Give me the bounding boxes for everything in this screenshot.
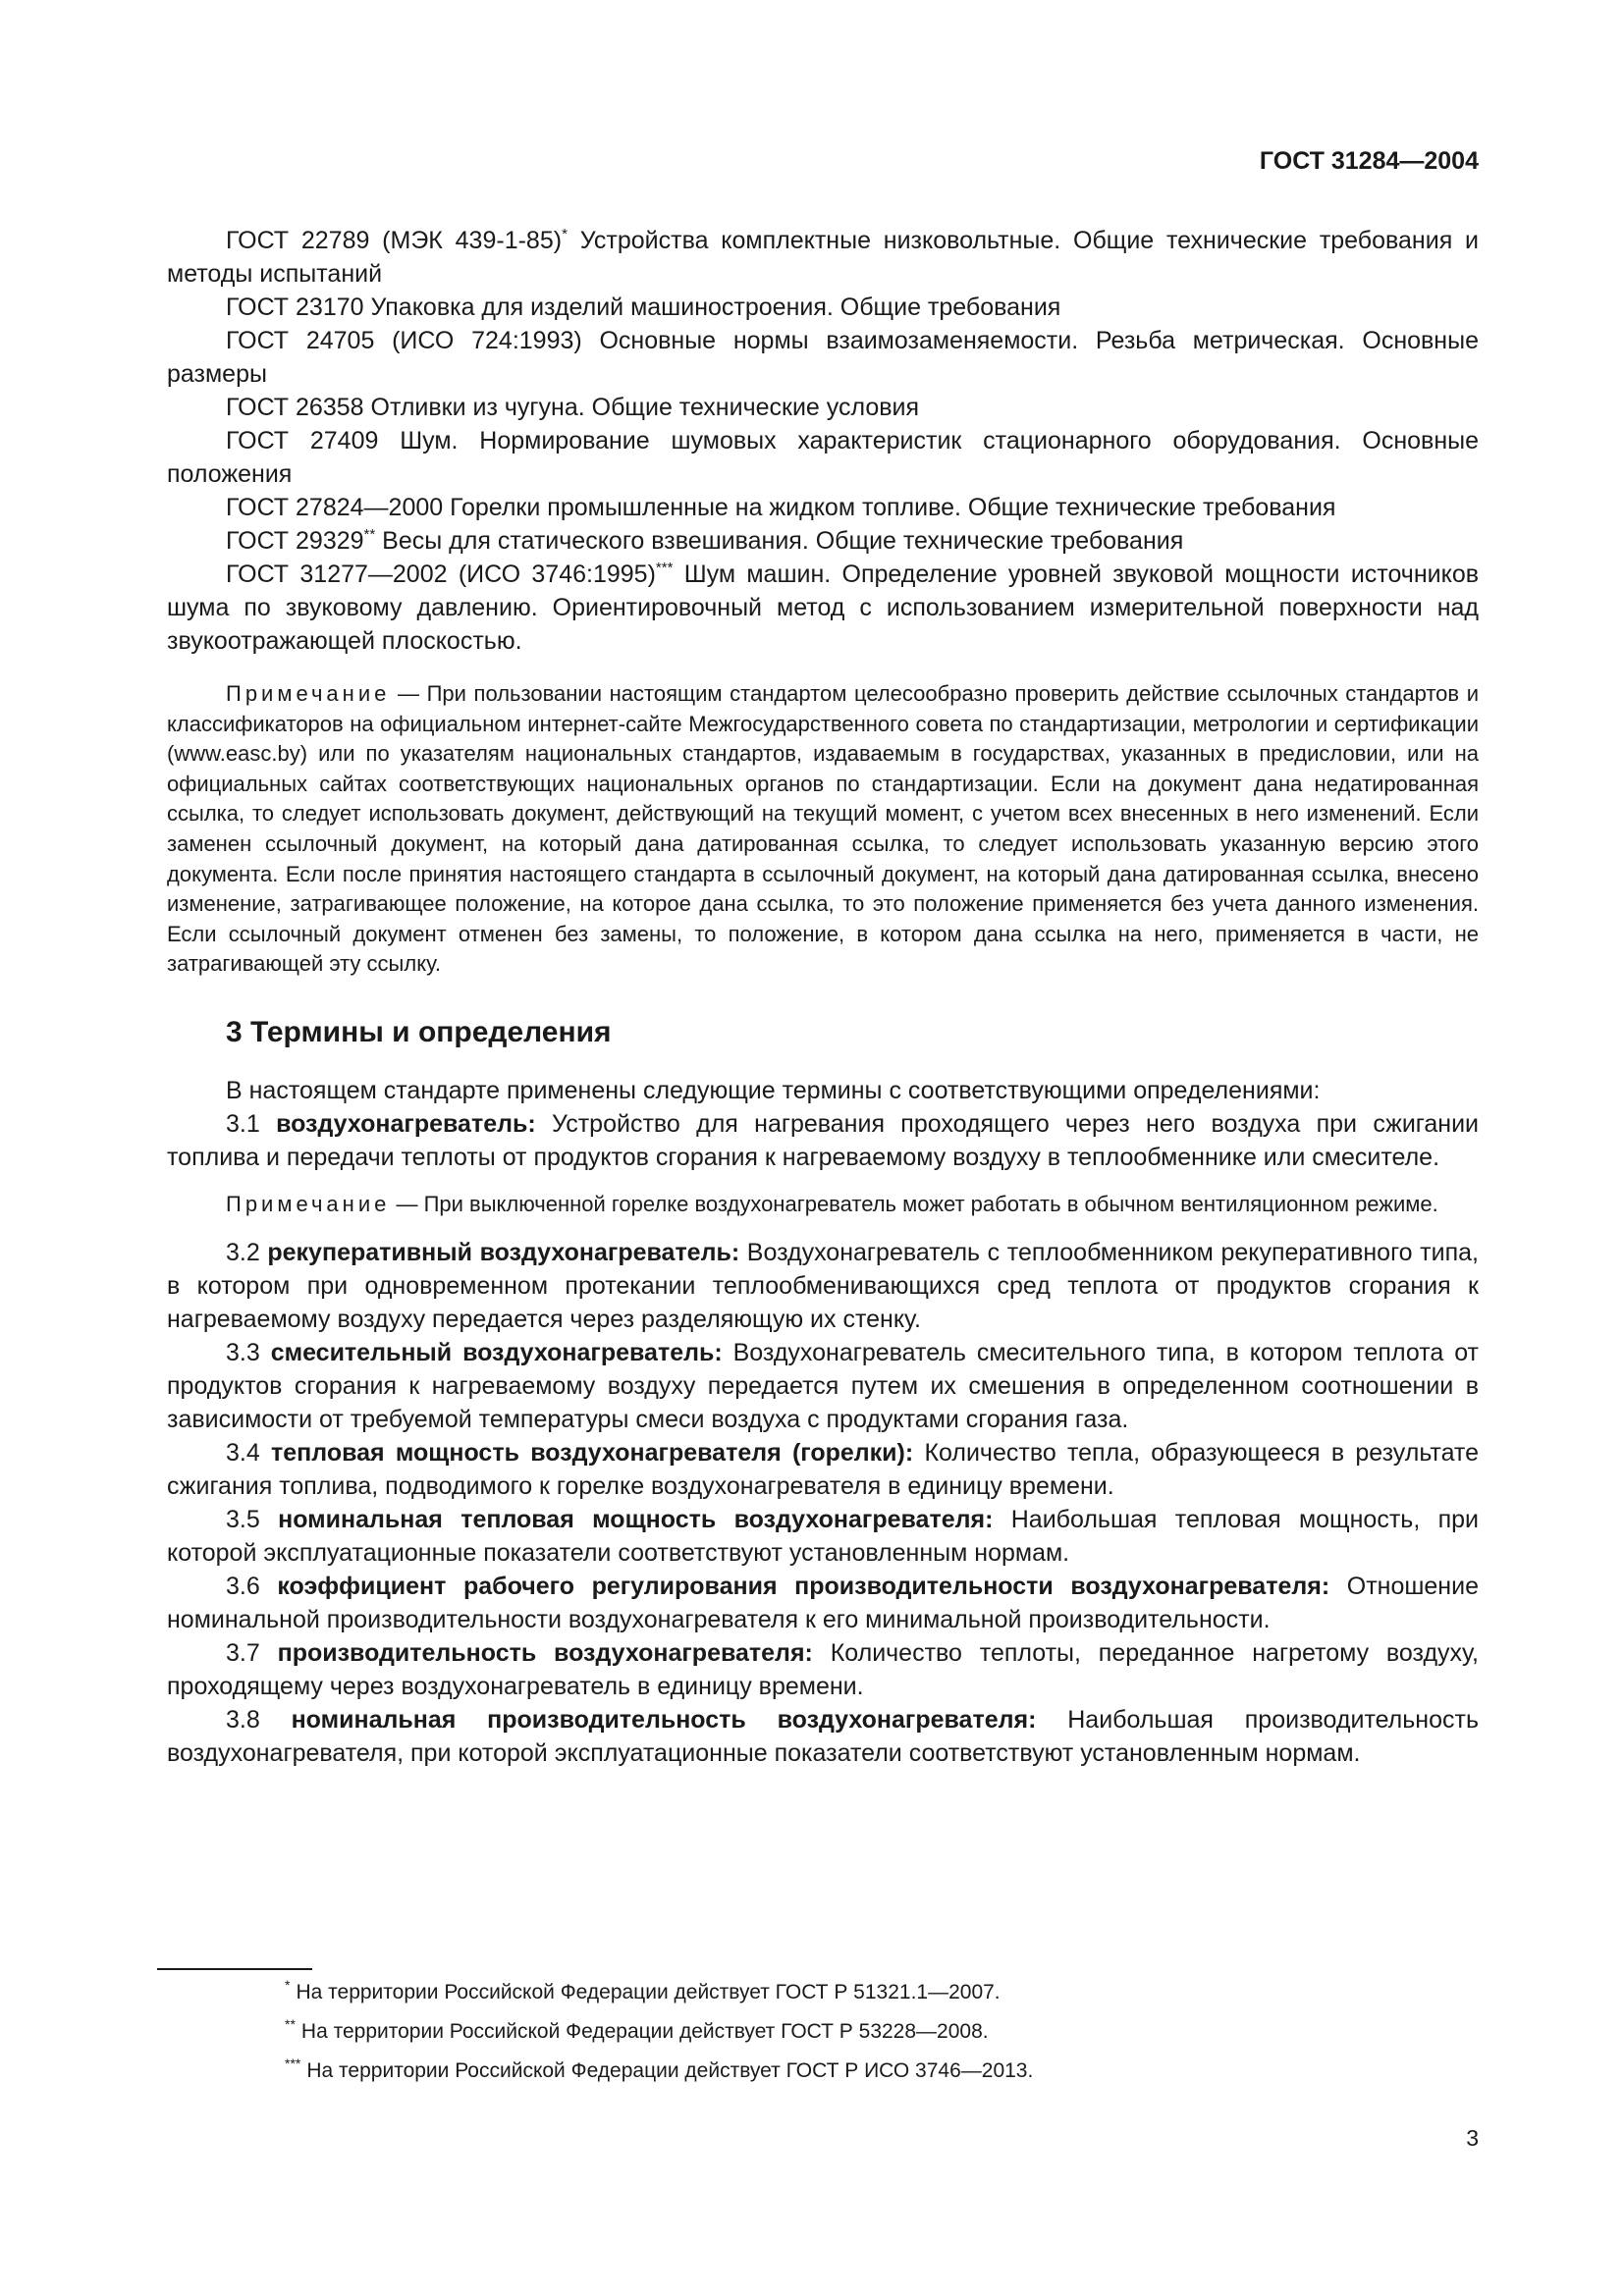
term-definition: 3.7 производительность воздухонагревателя: Количество теплоты, переданное нагретому воздуху, проходящему через воздухонагреватель в единицу времени.	[167, 1638, 1479, 1700]
note-label: Примечание	[226, 681, 391, 706]
term-definition: 3.8 номинальная производительность воздухонагревателя: Наибольшая производительность воздухонагревателя, при которой эксплуатационные показатели соответствуют установленным нормам.	[167, 1705, 1479, 1767]
term-definition: 3.5 номинальная тепловая мощность воздухонагревателя: Наибольшая тепловая мощность, при которой эксплуатационные показатели соответствуют установленным нормам.	[167, 1505, 1480, 1567]
footnote: *** На территории Российской Федерации действует ГОСТ Р ИСО 3746—2013.	[285, 2056, 1034, 2082]
term-definition: 3.6 коэффициент рабочего регулирования производительности воздухонагревателя: Отношение номинальной производительности воздухонагревателя к его минимальной производительности.	[167, 1572, 1479, 1633]
page-content	[167, 224, 1479, 1770]
reference-item: ГОСТ 31277—2002 (ИСО 3746:1995)*** Шум машин. Определение уровней звуковой мощности источников шума по звуковому давлению. Ориентировочный метод с использованием измерительной поверхности над звукоотражающей плоскостью.	[167, 560, 1480, 655]
reference-item: ГОСТ 27824—2000 Горелки промышленные на жидком топливе. Общие технические требования	[226, 494, 1336, 521]
term-note: Примечание — При выключенной горелке воздухонагреватель может работать в обычном вентиляционном режиме.	[226, 1191, 1438, 1216]
footnote-separator	[157, 1968, 312, 1970]
reference-item: ГОСТ 27409 Шум. Нормирование шумовых характеристик стационарного оборудования. Основные положения	[167, 427, 1479, 488]
reference-item: ГОСТ 29329** Весы для статического взвешивания. Общие технические требования	[226, 526, 1184, 555]
note-label: Примечание	[226, 1191, 391, 1216]
references-note: Примечание — При пользовании настоящим стандартом целесообразно проверить действие ссылочных стандартов и классификаторов на официальном интернет-сайте Межгосударственного совета по стандартизации, метрологии и сертификации (www.easc.by) или по указателям национальных стандартов, издаваемым в государствах, указанных в предисловии, или на официальных сайтах соответствующих национальных органов по стандартизации. Если на документ дана недатированная ссылка, то следует использовать документ, действующий на текущий момент, с учетом всех внесенных в него изменений. Если заменен ссылочный документ, на который дана датированная ссылка, то следует использовать указанную версию этого документа. Если после принятия настоящего стандарта в ссылочный документ, на который дана датированная ссылка, внесено изменение, затрагивающее положение, на которое дана ссылка, то это положение применяется без учета данного изменения. Если ссылочный документ отменен без замены, то положение, в котором дана ссылка на него, применяется в части, не затрагивающей эту ссылку.	[167, 681, 1479, 977]
document-header: ГОСТ 31284—2004	[1259, 147, 1479, 175]
reference-item: ГОСТ 23170 Упаковка для изделий машиностроения. Общие требования	[226, 294, 1061, 321]
footnote: * На территории Российской Федерации действует ГОСТ Р 51321.1—2007.	[285, 1977, 1001, 2003]
term-definition: 3.4 тепловая мощность воздухонагревателя (горелки): Количество тепла, образующееся в результате сжигания топлива, подводимого к горелке воздухонагревателя в единицу времени.	[167, 1438, 1480, 1500]
reference-item: ГОСТ 24705 (ИСО 724:1993) Основные нормы взаимозаменяемости. Резьба метрическая. Основные размеры	[167, 327, 1479, 388]
term-definition: 3.2 рекуперативный воздухонагреватель: Воздухонагреватель с теплообменником рекуперативного типа, в котором при одновременном протекании теплообменивающихся сред теплота от продуктов сгорания к нагреваемому воздуху передается через разделяющую их стенку.	[167, 1238, 1479, 1333]
normative-references-list	[167, 224, 1479, 658]
term-definition: 3.1 воздухонагреватель: Устройство для нагревания проходящего через него воздуха при сжигании топлива и передачи теплоты от продуктов сгорания к нагреваемому воздуху в теплообменнике или смесителе.	[167, 1109, 1480, 1171]
page-number: 3	[1466, 2125, 1479, 2151]
reference-item: ГОСТ 26358 Отливки из чугуна. Общие технические условия	[226, 394, 920, 421]
section-intro: В настоящем стандарте применены следующие термины с соответствующими определениями:	[226, 1076, 1321, 1104]
reference-item: ГОСТ 22789 (МЭК 439-1-85)* Устройства комплектные низковольтные. Общие технические требования и методы испытаний	[167, 226, 1479, 288]
section-heading: 3 Термины и определения	[226, 1015, 612, 1048]
term-definition: 3.3 смесительный воздухонагреватель: Воздухонагреватель смесительного типа, в котором теплота от продуктов сгорания к нагреваемому воздуху передается путем их смешения в определенном соотношении в зависимости от требуемой температуры смеси воздуха с продуктами сгорания газа.	[167, 1338, 1479, 1433]
footnotes	[226, 1977, 1404, 2098]
footnote: ** На территории Российской Федерации действует ГОСТ Р 53228—2008.	[285, 2016, 989, 2043]
